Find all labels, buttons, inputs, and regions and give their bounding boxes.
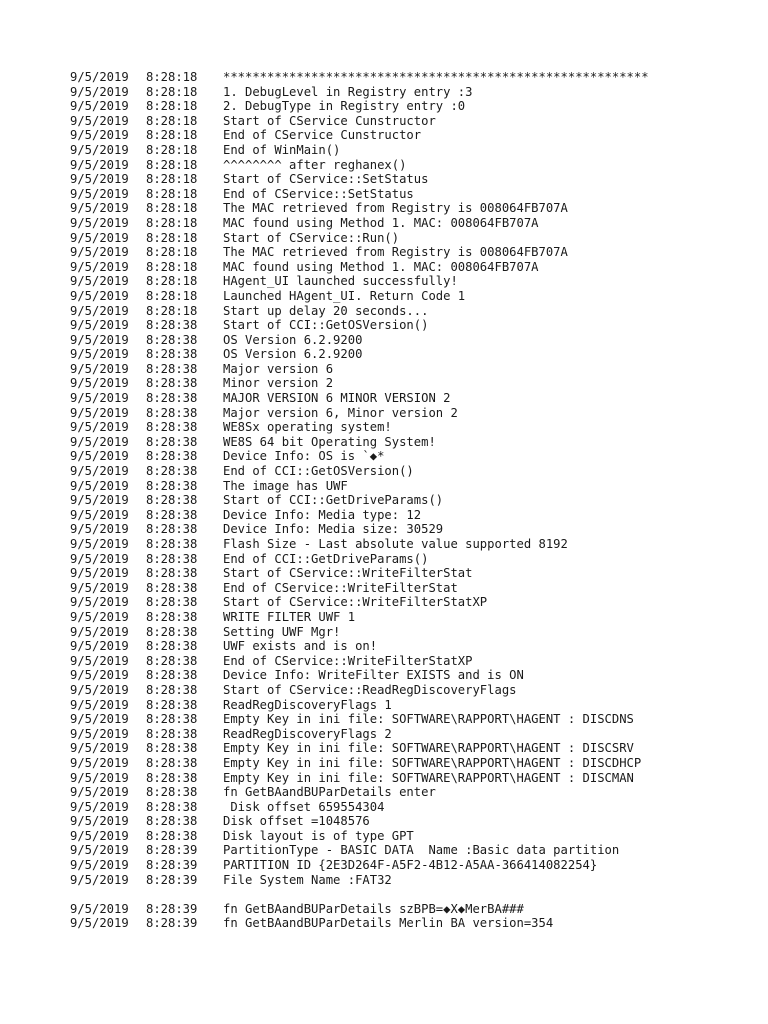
log-line [70, 741, 750, 756]
log-text-body [70, 70, 750, 931]
log-line [70, 916, 750, 931]
log-message: PARTITION ID {2E3D264F-A5F2-4B12-A5AA-366414082254} [223, 858, 598, 873]
log-line [70, 435, 750, 450]
log-date: 9/5/2019 [70, 464, 129, 479]
log-time: 8:28:38 [146, 741, 198, 756]
log-message: Empty Key in ini file: SOFTWARE\RAPPORT\HAGENT : DISCDNS [223, 712, 634, 727]
log-message: Disk offset 659554304 [223, 799, 385, 814]
log-date: 9/5/2019 [70, 113, 129, 128]
log-time: 8:28:38 [146, 785, 198, 800]
log-date: 9/5/2019 [70, 668, 129, 683]
log-time: 8:28:38 [146, 624, 198, 639]
log-line [70, 289, 750, 304]
log-line [70, 391, 750, 406]
log-date: 9/5/2019 [70, 537, 129, 551]
log-line [70, 800, 750, 815]
log-line [70, 610, 750, 625]
log-date: 9/5/2019 [70, 755, 129, 770]
log-message: Start of CCI::GetDriveParams() [223, 493, 444, 508]
log-line [70, 479, 750, 494]
log-line [70, 231, 750, 246]
log-date: 9/5/2019 [70, 245, 129, 260]
log-time: 8:28:38 [146, 639, 198, 654]
log-message: Device Info: OS is `◆* [223, 449, 385, 464]
log-time: 8:28:38 [146, 405, 198, 420]
log-time: 8:28:38 [146, 434, 198, 449]
log-message: End of CCI::GetDriveParams() [223, 551, 429, 566]
log-time: 8:28:39 [146, 916, 198, 931]
log-line [70, 347, 750, 362]
log-time: 8:28:18 [146, 70, 198, 84]
log-date: 9/5/2019 [70, 157, 129, 172]
log-line [70, 785, 750, 800]
log-time: 8:28:18 [146, 288, 198, 303]
log-message: Major version 6 [223, 361, 334, 376]
log-time: 8:28:18 [146, 142, 198, 157]
log-time: 8:28:18 [146, 113, 198, 128]
log-time: 8:28:38 [146, 493, 198, 508]
log-line [70, 376, 750, 391]
log-time: 8:28:38 [146, 580, 198, 595]
log-time: 8:28:18 [146, 128, 198, 143]
log-line [70, 85, 750, 100]
log-message: Start of CService::SetStatus [223, 172, 429, 187]
log-time: 8:28:18 [146, 172, 198, 187]
log-date: 9/5/2019 [70, 99, 129, 114]
log-time: 8:28:38 [146, 697, 198, 712]
log-time: 8:28:38 [146, 449, 198, 464]
log-line [70, 581, 750, 596]
log-message: Empty Key in ini file: SOFTWARE\RAPPORT\HAGENT : DISCMAN [223, 770, 634, 785]
log-time: 8:28:18 [146, 201, 198, 216]
log-time: 8:28:18 [146, 259, 198, 274]
log-message: Device Info: WriteFilter EXISTS and is ON [223, 668, 524, 683]
log-time: 8:28:38 [146, 347, 198, 362]
log-time: 8:28:38 [146, 318, 198, 333]
log-time: 8:28:38 [146, 537, 198, 551]
log-time: 8:28:39 [146, 872, 198, 887]
log-time: 8:28:18 [146, 215, 198, 230]
log-time: 8:28:38 [146, 712, 198, 727]
log-date: 9/5/2019 [70, 449, 129, 464]
log-time: 8:28:18 [146, 303, 198, 318]
log-line [70, 522, 750, 537]
log-date: 9/5/2019 [70, 682, 129, 697]
log-date: 9/5/2019 [70, 697, 129, 712]
log-message: 1. DebugLevel in Registry entry :3 [223, 84, 473, 99]
log-time: 8:28:38 [146, 726, 198, 741]
log-time: 8:28:38 [146, 391, 198, 406]
log-date: 9/5/2019 [70, 507, 129, 522]
log-message: The MAC retrieved from Registry is 008064FB707A [223, 245, 568, 260]
log-message: ^^^^^^^^ after reghanex() [223, 157, 407, 172]
log-message: The MAC retrieved from Registry is 008064FB707A [223, 201, 568, 216]
log-line [70, 260, 750, 275]
log-line [70, 245, 750, 260]
log-message: Start of CService Cunstructor [223, 113, 436, 128]
log-time: 8:28:38 [146, 566, 198, 581]
log-line [70, 873, 750, 888]
log-time: 8:28:38 [146, 507, 198, 522]
log-time: 8:28:38 [146, 799, 198, 814]
log-message: WE8Sx operating system! [223, 420, 392, 435]
log-message: File System Name :FAT32 [223, 872, 392, 887]
log-message: WE8S 64 bit Operating System! [223, 434, 436, 449]
log-message: WRITE FILTER UWF 1 [223, 609, 356, 624]
log-message: Start of CService::WriteFilterStat [223, 566, 473, 581]
log-message: Minor version 2 [223, 376, 334, 391]
blank-line [70, 887, 750, 902]
log-date: 9/5/2019 [70, 828, 129, 843]
log-date: 9/5/2019 [70, 172, 129, 187]
log-message: End of WinMain() [223, 142, 341, 157]
log-time: 8:28:18 [146, 84, 198, 99]
log-date: 9/5/2019 [70, 799, 129, 814]
log-date: 9/5/2019 [70, 741, 129, 756]
log-message: UWF exists and is on! [223, 639, 378, 654]
log-date: 9/5/2019 [70, 70, 129, 84]
log-date: 9/5/2019 [70, 186, 129, 201]
log-message: HAgent_UI launched successfully! [223, 274, 458, 289]
log-line [70, 902, 750, 917]
log-date: 9/5/2019 [70, 595, 129, 610]
log-line [70, 318, 750, 333]
log-line [70, 362, 750, 377]
log-date: 9/5/2019 [70, 624, 129, 639]
log-date: 9/5/2019 [70, 901, 129, 916]
log-date: 9/5/2019 [70, 128, 129, 143]
log-message: fn GetBAandBUParDetails Merlin BA version=354 [223, 916, 554, 931]
log-message: Empty Key in ini file: SOFTWARE\RAPPORT\HAGENT : DISCSRV [223, 741, 634, 756]
log-time: 8:28:18 [146, 245, 198, 260]
log-line [70, 172, 750, 187]
log-date: 9/5/2019 [70, 405, 129, 420]
log-date: 9/5/2019 [70, 770, 129, 785]
log-time: 8:28:38 [146, 770, 198, 785]
log-message: 2. DebugType in Registry entry :0 [223, 99, 466, 114]
log-message: Launched HAgent_UI. Return Code 1 [223, 288, 466, 303]
log-line [70, 829, 750, 844]
log-line [70, 566, 750, 581]
log-date: 9/5/2019 [70, 332, 129, 347]
log-date: 9/5/2019 [70, 712, 129, 727]
log-date: 9/5/2019 [70, 318, 129, 333]
log-date: 9/5/2019 [70, 814, 129, 829]
log-time: 8:28:38 [146, 376, 198, 391]
log-message: Start of CService::ReadRegDiscoveryFlags [223, 682, 517, 697]
log-message: Start of CService::Run() [223, 230, 400, 245]
log-line [70, 756, 750, 771]
log-date: 9/5/2019 [70, 522, 129, 537]
log-line [70, 625, 750, 640]
log-date: 9/5/2019 [70, 347, 129, 362]
log-time: 8:28:38 [146, 682, 198, 697]
log-line [70, 201, 750, 216]
log-date: 9/5/2019 [70, 785, 129, 800]
log-message: ReadRegDiscoveryFlags 2 [223, 726, 392, 741]
log-time: 8:28:38 [146, 464, 198, 479]
log-line [70, 304, 750, 319]
log-time: 8:28:39 [146, 901, 198, 916]
log-line [70, 493, 750, 508]
log-date: 9/5/2019 [70, 843, 129, 858]
log-line [70, 274, 750, 289]
log-time: 8:28:18 [146, 186, 198, 201]
log-line [70, 158, 750, 173]
log-date: 9/5/2019 [70, 551, 129, 566]
log-time: 8:28:38 [146, 420, 198, 435]
log-line [70, 843, 750, 858]
log-message: PartitionType - BASIC DATA Name :Basic data partition [223, 843, 620, 858]
log-time: 8:28:38 [146, 828, 198, 843]
log-time: 8:28:38 [146, 609, 198, 624]
log-message: The image has UWF [223, 478, 348, 493]
log-date: 9/5/2019 [70, 361, 129, 376]
log-date: 9/5/2019 [70, 303, 129, 318]
log-line [70, 552, 750, 567]
log-message: fn GetBAandBUParDetails enter [223, 785, 436, 800]
log-line [70, 727, 750, 742]
log-line [70, 537, 750, 552]
log-date: 9/5/2019 [70, 288, 129, 303]
log-message: MAJOR VERSION 6 MINOR VERSION 2 [223, 391, 451, 406]
log-date: 9/5/2019 [70, 142, 129, 157]
log-time: 8:28:18 [146, 157, 198, 172]
log-message: OS Version 6.2.9200 [223, 347, 363, 362]
log-line [70, 420, 750, 435]
log-date: 9/5/2019 [70, 566, 129, 581]
log-message: End of CService::SetStatus [223, 186, 414, 201]
log-date: 9/5/2019 [70, 274, 129, 289]
log-line [70, 595, 750, 610]
log-line [70, 114, 750, 129]
log-message: Disk offset =1048576 [223, 814, 370, 829]
log-time: 8:28:38 [146, 522, 198, 537]
log-date: 9/5/2019 [70, 580, 129, 595]
log-line [70, 508, 750, 523]
log-date: 9/5/2019 [70, 916, 129, 931]
log-date: 9/5/2019 [70, 493, 129, 508]
log-message: Setting UWF Mgr! [223, 624, 341, 639]
log-time: 8:28:38 [146, 551, 198, 566]
log-date: 9/5/2019 [70, 858, 129, 873]
log-date: 9/5/2019 [70, 215, 129, 230]
log-line [70, 216, 750, 231]
log-line [70, 771, 750, 786]
log-message: ReadRegDiscoveryFlags 1 [223, 697, 392, 712]
log-time: 8:28:38 [146, 361, 198, 376]
log-message: Device Info: Media type: 12 [223, 507, 422, 522]
log-time: 8:28:38 [146, 668, 198, 683]
log-message: Start of CService::WriteFilterStatXP [223, 595, 488, 610]
log-message: Empty Key in ini file: SOFTWARE\RAPPORT\HAGENT : DISCDHCP [223, 755, 642, 770]
log-line [70, 814, 750, 829]
log-message: ********************************************************** [223, 70, 649, 84]
log-time: 8:28:18 [146, 99, 198, 114]
log-message: Start up delay 20 seconds... [223, 303, 429, 318]
log-time: 8:28:38 [146, 332, 198, 347]
log-time: 8:28:39 [146, 843, 198, 858]
log-line [70, 128, 750, 143]
log-line [70, 99, 750, 114]
log-line [70, 333, 750, 348]
log-line [70, 668, 750, 683]
log-date: 9/5/2019 [70, 653, 129, 668]
log-line [70, 698, 750, 713]
log-line [70, 464, 750, 479]
log-message: Start of CCI::GetOSVersion() [223, 318, 429, 333]
log-time: 8:28:38 [146, 814, 198, 829]
log-message: End of CService::WriteFilterStatXP [223, 653, 473, 668]
log-message: Device Info: Media size: 30529 [223, 522, 444, 537]
log-message: Major version 6, Minor version 2 [223, 405, 458, 420]
log-date: 9/5/2019 [70, 872, 129, 887]
log-date: 9/5/2019 [70, 391, 129, 406]
log-date: 9/5/2019 [70, 201, 129, 216]
log-date: 9/5/2019 [70, 230, 129, 245]
log-date: 9/5/2019 [70, 609, 129, 624]
log-message: Disk layout is of type GPT [223, 828, 414, 843]
log-line [70, 712, 750, 727]
log-line [70, 449, 750, 464]
log-message: fn GetBAandBUParDetails szBPB=◆X◆MerBA### [223, 901, 524, 916]
log-line [70, 639, 750, 654]
log-date: 9/5/2019 [70, 420, 129, 435]
log-message: Flash Size - Last absolute value supported 8192 [223, 537, 568, 551]
log-line [70, 654, 750, 669]
log-date: 9/5/2019 [70, 639, 129, 654]
log-line [70, 683, 750, 698]
log-message: End of CService::WriteFilterStat [223, 580, 458, 595]
log-date: 9/5/2019 [70, 434, 129, 449]
log-date: 9/5/2019 [70, 259, 129, 274]
log-time: 8:28:38 [146, 478, 198, 493]
log-line [70, 406, 750, 421]
log-line [70, 187, 750, 202]
log-message: End of CService Cunstructor [223, 128, 422, 143]
log-line [70, 70, 750, 85]
log-message: MAC found using Method 1. MAC: 008064FB707A [223, 215, 539, 230]
log-line [70, 143, 750, 158]
log-line [70, 858, 750, 873]
log-time: 8:28:39 [146, 858, 198, 873]
log-date: 9/5/2019 [70, 478, 129, 493]
log-message: OS Version 6.2.9200 [223, 332, 363, 347]
log-message: MAC found using Method 1. MAC: 008064FB707A [223, 259, 539, 274]
log-time: 8:28:38 [146, 595, 198, 610]
log-time: 8:28:38 [146, 755, 198, 770]
log-time: 8:28:38 [146, 653, 198, 668]
log-time: 8:28:18 [146, 274, 198, 289]
log-date: 9/5/2019 [70, 376, 129, 391]
log-date: 9/5/2019 [70, 726, 129, 741]
log-date: 9/5/2019 [70, 84, 129, 99]
log-time: 8:28:18 [146, 230, 198, 245]
log-message: End of CCI::GetOSVersion() [223, 464, 414, 479]
